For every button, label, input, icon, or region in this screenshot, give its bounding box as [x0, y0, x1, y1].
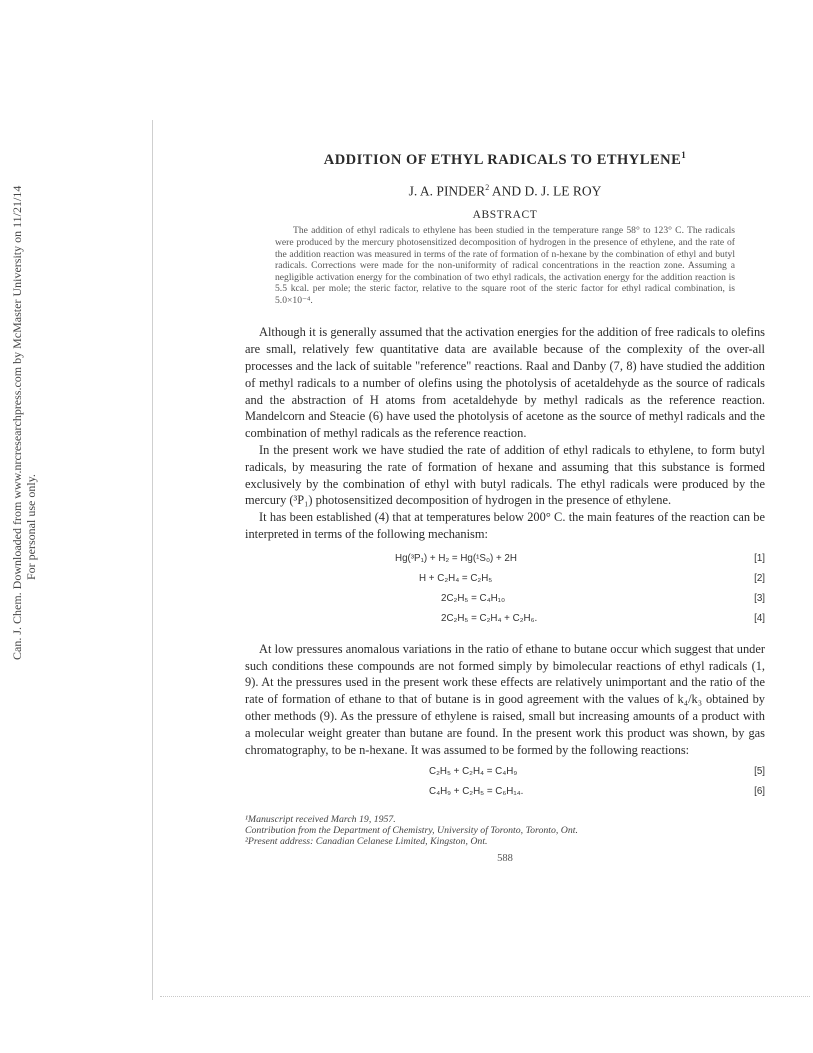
equation-number: [5] — [754, 766, 765, 778]
footnote-2: ²Present address: Canadian Celanese Limited, Kingston, Ont. — [245, 836, 488, 848]
author-1: J. A. PINDER — [408, 183, 486, 199]
download-notice: Can. J. Chem. Downloaded from www.nrcresearchpress.com by McMaster University on 11/21/14 — [10, 185, 24, 660]
equation-number: [4] — [754, 612, 765, 624]
equation-expression: C₂H₅ + C₂H₄ = C₄H₉ — [429, 766, 518, 778]
page-number: 588 — [497, 853, 513, 865]
hexane-equations — [245, 764, 765, 804]
paragraph-2: In the present work we have studied the rate of addition of ethyl radicals to ethylene, to form butyl radicals, by measuring the rate of formation of hexane and assuming that this substance is formed exclusively by the combination of ethyl with butyl radicals. The ethyl radicals were produced by the mercury (³P₁) photosensitized decomposition of hydrogen in the presence of ethylene. — [245, 443, 765, 508]
personal-use-notice: For personal use only. — [24, 474, 38, 580]
download-watermark — [4, 185, 44, 660]
equation-number: [3] — [754, 592, 765, 604]
abstract-text: The addition of ethyl radicals to ethylene has been studied in the temperature range 58° to 123° C. The radicals were produced by the mercury photosensitized decomposition of hydrogen in the presence of ethylene, and the rate of the addition reaction was measured in terms of the rate of formation of n-hexane by the combination of ethyl and butyl radicals. Corrections were made for the non-uniformity of radical concentrations in the reaction zone. Assuming a negligible activation energy for the combination of two ethyl radicals, the activation energy for the addition reaction is 5.5 kcal. per mole; the steric factor, relative to the square root of the steric factor for ethyl radical combination, is 5.0×10⁻⁴. — [275, 225, 735, 306]
scan-bottom-line — [160, 996, 810, 998]
author-line — [245, 183, 765, 200]
mechanism-equations — [245, 551, 765, 631]
footnote-1: ¹Manuscript received March 19, 1957. — [245, 814, 396, 826]
equation-4 — [245, 611, 765, 631]
equation-expression: H + C₂H₄ = C₂H₅ — [419, 572, 493, 584]
equation-expression: 2C₂H₅ = C₄H₁₀ — [441, 592, 506, 604]
article-body — [245, 324, 765, 804]
equation-expression: 2C₂H₅ = C₂H₄ + C₂H₆. — [441, 612, 538, 624]
article-title — [245, 150, 765, 169]
author-2: D. J. LE ROY — [524, 183, 602, 199]
equation-expression: Hg(³P₁) + H₂ = Hg(¹S₀) + 2H — [395, 552, 517, 564]
author-1-footnote-mark: 2 — [485, 182, 490, 192]
equation-number: [2] — [754, 572, 765, 584]
paragraph-1: Although it is generally assumed that the activation energies for the addition of free radicals to olefins are small, relatively few quantitative data are available because of the complexity of the over-all processes and the lack of suitable "reference" reactions. Raal and Danby (7, 8) have studied the addition of methyl radicals to a number of olefins using the photolysis of acetaldehyde as the source of radicals and the abstraction of H atoms from acetaldehyde by methyl radicals as the reference reaction. Mandelcorn and Steacie (6) have used the photolysis of acetone as the source of methyl radicals and the combination of methyl radicals as the reference reaction. — [245, 325, 765, 441]
equation-number: [6] — [754, 786, 765, 798]
title-footnote-mark: 1 — [681, 150, 687, 160]
footnotes — [245, 814, 765, 847]
article-page — [245, 150, 765, 864]
equation-3 — [245, 591, 765, 611]
footnote-contribution: Contribution from the Department of Chemistry, University of Toronto, Toronto, Ont. — [245, 825, 578, 837]
paragraph-3: It has been established (4) that at temperatures below 200° C. the main features of the reaction can be interpreted in terms of the following mechanism: — [245, 510, 765, 542]
equation-5 — [245, 764, 765, 784]
equation-expression: C₄H₉ + C₂H₅ = C₆H₁₄. — [429, 786, 524, 798]
scan-margin-line — [152, 120, 153, 1000]
paragraph-4: At low pressures anomalous variations in the ratio of ethane to butane occur which suggest that under such conditions these compounds are not formed simply by bimolecular reactions of ethyl radicals (1, 9). At the pressures used in the present work these effects are relatively unimportant and the ratio of the rate of formation of ethane to that of butane is in good agreement with the values of k₄/k₃ obtained by other methods (9). As the pressure of ethylene is raised, small but increasing amounts of a product with a molecular weight greater than butane are found. In the present work this product was shown, by gas chromatography, to be n-hexane. It was assumed to be formed by the following reactions: — [245, 641, 765, 757]
equation-6 — [245, 784, 765, 804]
title-text: ADDITION OF ETHYL RADICALS TO ETHYLENE — [323, 151, 682, 168]
author-conjunction: AND — [491, 183, 522, 199]
equation-1 — [245, 551, 765, 571]
abstract-heading: ABSTRACT — [472, 209, 538, 222]
equation-number: [1] — [754, 552, 765, 564]
equation-2 — [245, 571, 765, 591]
